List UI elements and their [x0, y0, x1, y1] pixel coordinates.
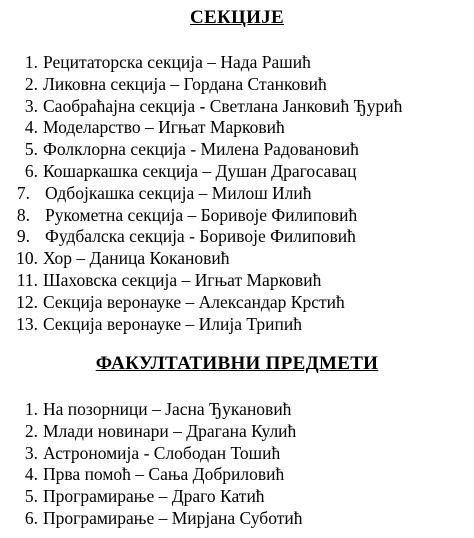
- list-item: [0, 116, 474, 138]
- item-text: [43, 95, 402, 117]
- item-teacher: Драгана Кулић: [186, 420, 297, 441]
- item-name: Ликовна секција: [43, 73, 166, 94]
- item-name: Програмирање: [43, 486, 155, 507]
- item-text: [43, 507, 302, 529]
- item-name: Рукометна секција: [45, 204, 184, 225]
- item-number: 9.: [16, 226, 30, 247]
- item-text: [43, 291, 345, 313]
- item-teacher: Александар Крстић: [198, 291, 345, 312]
- item-name: На позорници: [43, 399, 148, 419]
- item-name: Хор: [43, 248, 73, 269]
- list-item: [0, 507, 474, 529]
- item-separator: –: [198, 160, 216, 181]
- item-text: [43, 116, 285, 138]
- item-number: 11.: [16, 269, 38, 290]
- item-text: [43, 160, 356, 182]
- item-number: 4.: [24, 464, 38, 485]
- item-teacher: Гордана Станковић: [183, 73, 327, 94]
- item-name: Саобраћајна секција: [43, 95, 196, 116]
- list-item: [0, 204, 474, 226]
- item-teacher: Милена Радовановић: [200, 139, 359, 160]
- item-number: 12.: [16, 291, 38, 312]
- item-teacher: Милош Илић: [211, 182, 312, 203]
- item-number: 5.: [24, 486, 38, 507]
- item-name: Шаховска секција: [43, 269, 178, 290]
- item-name: Одбојкашка секција: [45, 182, 195, 203]
- list-item: [0, 420, 474, 442]
- list-item: [0, 485, 474, 507]
- item-text: [43, 420, 296, 442]
- item-teacher: Душан Драгосавац: [215, 160, 357, 181]
- item-separator: –: [165, 73, 184, 94]
- list-item: [0, 51, 474, 73]
- item-text: [45, 204, 357, 226]
- item-number: 10.: [16, 248, 38, 269]
- item-number: 8.: [16, 204, 30, 225]
- list-item: [0, 398, 474, 420]
- item-name: Прва помоћ: [43, 464, 131, 485]
- sections-list: [0, 51, 474, 334]
- list-item: [0, 463, 474, 485]
- item-number: 7.: [16, 182, 30, 203]
- item-text: [43, 73, 327, 95]
- item-number: 6.: [24, 507, 38, 528]
- item-separator: –: [181, 313, 199, 334]
- item-teacher: Илија Трипић: [198, 313, 303, 334]
- item-separator: -: [195, 95, 210, 116]
- list-item: [0, 291, 474, 313]
- item-text: [43, 463, 284, 485]
- item-number: 2.: [24, 73, 38, 94]
- item-name: Секција веронауке: [43, 313, 182, 334]
- item-text: [43, 485, 265, 507]
- electives-heading: ФАКУЛТАТИВНИ ПРЕДМЕТИ: [95, 353, 379, 374]
- item-teacher: Боривоје Филиповић: [200, 204, 358, 225]
- item-separator: –: [183, 204, 201, 225]
- item-name: Астрономија: [43, 442, 140, 463]
- item-separator: –: [154, 507, 172, 528]
- item-number: 13.: [16, 313, 38, 334]
- list-item: [0, 182, 474, 204]
- item-name: Моделарство: [43, 117, 141, 138]
- item-name: Кошаркашка секција: [43, 160, 199, 181]
- item-text: [43, 398, 291, 420]
- item-number: 3.: [24, 442, 38, 463]
- item-teacher: Слободан Тошић: [153, 442, 281, 463]
- sections-heading: СЕКЦИЈЕ: [189, 7, 284, 28]
- item-separator: -: [185, 139, 201, 160]
- item-separator: –: [140, 117, 159, 138]
- list-item: [0, 95, 474, 117]
- item-number: 3.: [24, 95, 38, 116]
- item-name: Програмирање: [43, 507, 155, 528]
- item-text: [45, 225, 356, 247]
- item-teacher: Драго Катић: [171, 486, 265, 507]
- list-item: [0, 138, 474, 160]
- item-separator: –: [147, 399, 166, 419]
- item-teacher: Сања Добриловић: [148, 464, 285, 485]
- item-teacher: Мирјана Суботић: [171, 507, 303, 528]
- item-teacher: Нада Рашић: [220, 52, 311, 72]
- list-item: [0, 247, 474, 269]
- item-text: [45, 182, 312, 204]
- item-teacher: Јасна Ђукановић: [165, 399, 292, 419]
- item-number: 1.: [24, 52, 38, 72]
- item-separator: –: [177, 269, 195, 290]
- item-separator: –: [181, 291, 199, 312]
- item-number: 1.: [24, 399, 38, 419]
- item-name: Фудбалска секција: [45, 226, 185, 247]
- item-text: [43, 138, 359, 160]
- item-name: Рецитаторска секција: [43, 52, 203, 72]
- item-separator: –: [154, 486, 172, 507]
- item-separator: –: [130, 464, 149, 485]
- item-teacher: Даница Кокановић: [89, 248, 230, 269]
- item-name: Фолклорна секција: [43, 139, 186, 160]
- item-name: Секција веронауке: [43, 291, 182, 312]
- item-separator: –: [72, 248, 90, 269]
- item-number: 6.: [24, 160, 38, 181]
- item-text: [43, 247, 230, 269]
- list-item: [0, 73, 474, 95]
- item-separator: -: [139, 442, 154, 463]
- item-teacher: Игњат Марковић: [158, 117, 285, 138]
- item-name: Млади новинари: [43, 420, 169, 441]
- item-teacher: Игњат Марковић: [194, 269, 322, 290]
- item-number: 2.: [24, 420, 38, 441]
- electives-list: [0, 398, 474, 529]
- item-teacher: Светлана Јанковић Ђурић: [209, 95, 403, 116]
- list-item: [0, 160, 474, 182]
- list-item: [0, 225, 474, 247]
- item-separator: –: [168, 420, 187, 441]
- item-number: 4.: [24, 117, 38, 138]
- item-text: [43, 313, 302, 335]
- item-text: [43, 269, 321, 291]
- item-separator: -: [184, 226, 200, 247]
- list-item: [0, 269, 474, 291]
- item-text: [43, 51, 311, 73]
- item-teacher: Боривоје Филиповић: [199, 226, 356, 247]
- list-item: [0, 442, 474, 464]
- item-text: [43, 442, 280, 464]
- list-item: [0, 313, 474, 335]
- item-separator: –: [194, 182, 212, 203]
- item-separator: –: [202, 52, 221, 72]
- item-number: 5.: [24, 139, 38, 160]
